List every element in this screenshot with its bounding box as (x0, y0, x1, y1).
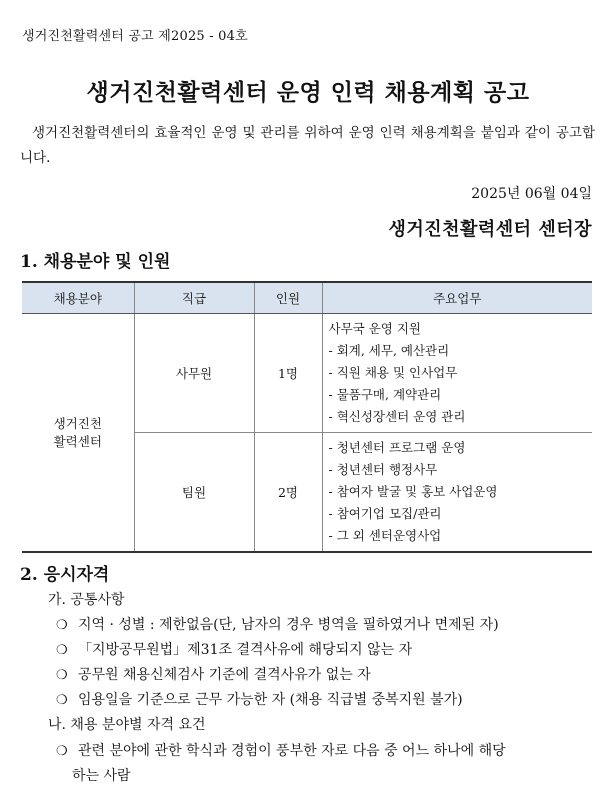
duty-item: - 혁신성장센터 운영 관리 (328, 409, 466, 424)
header-rank: 직급 (134, 282, 254, 314)
page-title: 생거진천활력센터 운영 인력 채용계획 공고 (86, 79, 530, 106)
bullet-circle-icon: ❍ (56, 618, 68, 633)
bullet-circle-icon: ❍ (56, 668, 68, 683)
bullet-circle-icon: ❍ (56, 744, 68, 759)
list-item (56, 740, 506, 760)
duty-item: 사무국 운영 지원 (328, 321, 421, 336)
header-duties: 주요업무 (322, 282, 592, 314)
duty-item: - 물품구매, 계약관리 (328, 387, 442, 402)
field-line-1: 생거진천 (53, 415, 102, 431)
announcement-date: 2025년 06월 04일 (471, 186, 592, 202)
list-item-text: 공무원 채용신체검사 기준에 결격사유가 없는 자 (78, 667, 371, 683)
field-cell (22, 314, 134, 553)
intro-paragraph: 생거진천활력센터의 효율적인 운영 및 관리를 위하여 운영 인력 채용계획을 붙임과 같이 공고합니다. (20, 125, 595, 166)
table-row (22, 314, 592, 433)
list-item-text: 임용일을 기준으로 근무 가능한 자 (채용 직급별 중복지원 불가) (78, 692, 463, 708)
list-item-continuation: 하는 사람 (72, 768, 131, 784)
document-number: 생거진천활력센터 공고 제2025 - 04호 (22, 29, 248, 44)
field-line-2: 활력센터 (53, 433, 102, 449)
list-item-text: 「지방공무원법」제31조 결격사유에 해당되지 않는 자 (78, 642, 413, 658)
header-field: 채용분야 (22, 282, 134, 314)
recruitment-table (22, 281, 592, 553)
duty-item: - 참여자 발굴 및 홍보 사업운영 (328, 484, 498, 499)
list-item-text: 관련 분야에 관한 학식과 경험이 풍부한 자로 다음 중 어느 하나에 해당 (78, 743, 506, 759)
duty-item: - 회계, 세무, 예산관리 (328, 343, 450, 358)
bullet-circle-icon: ❍ (56, 693, 68, 708)
rank-cell: 팀원 (134, 433, 254, 553)
duty-item: - 참여기업 모집/관리 (328, 506, 442, 521)
table-header-row (22, 282, 592, 314)
duty-item: - 청년센터 프로그램 운영 (328, 440, 466, 455)
signer: 생거진천활력센터 센터장 (388, 219, 592, 240)
bullet-circle-icon: ❍ (56, 643, 68, 658)
section-1-title: 1. 채용분야 및 인원 (20, 252, 171, 272)
list-item (56, 664, 371, 684)
duties-cell (322, 433, 592, 553)
count-cell: 2명 (254, 433, 322, 553)
list-item (56, 614, 499, 634)
section-2-title: 2. 응시자격 (20, 565, 110, 585)
duty-item: - 청년센터 행정사무 (328, 462, 438, 477)
list-item (56, 639, 412, 659)
duty-item: - 그 외 센터운영사업 (328, 528, 442, 543)
header-count: 인원 (254, 282, 322, 314)
rank-cell: 사무원 (134, 314, 254, 433)
duty-item: - 직원 채용 및 인사업무 (328, 365, 458, 380)
list-item-text: 지역 · 성별 : 제한없음(단, 남자의 경우 병역을 필하였거나 면제된 자) (78, 617, 499, 633)
count-cell: 1명 (254, 314, 322, 433)
subsection-common: 가. 공통사항 (48, 592, 125, 608)
list-item (56, 689, 463, 709)
duties-cell (322, 314, 592, 433)
subsection-specific: 나. 채용 분야별 자격 요건 (48, 717, 206, 733)
